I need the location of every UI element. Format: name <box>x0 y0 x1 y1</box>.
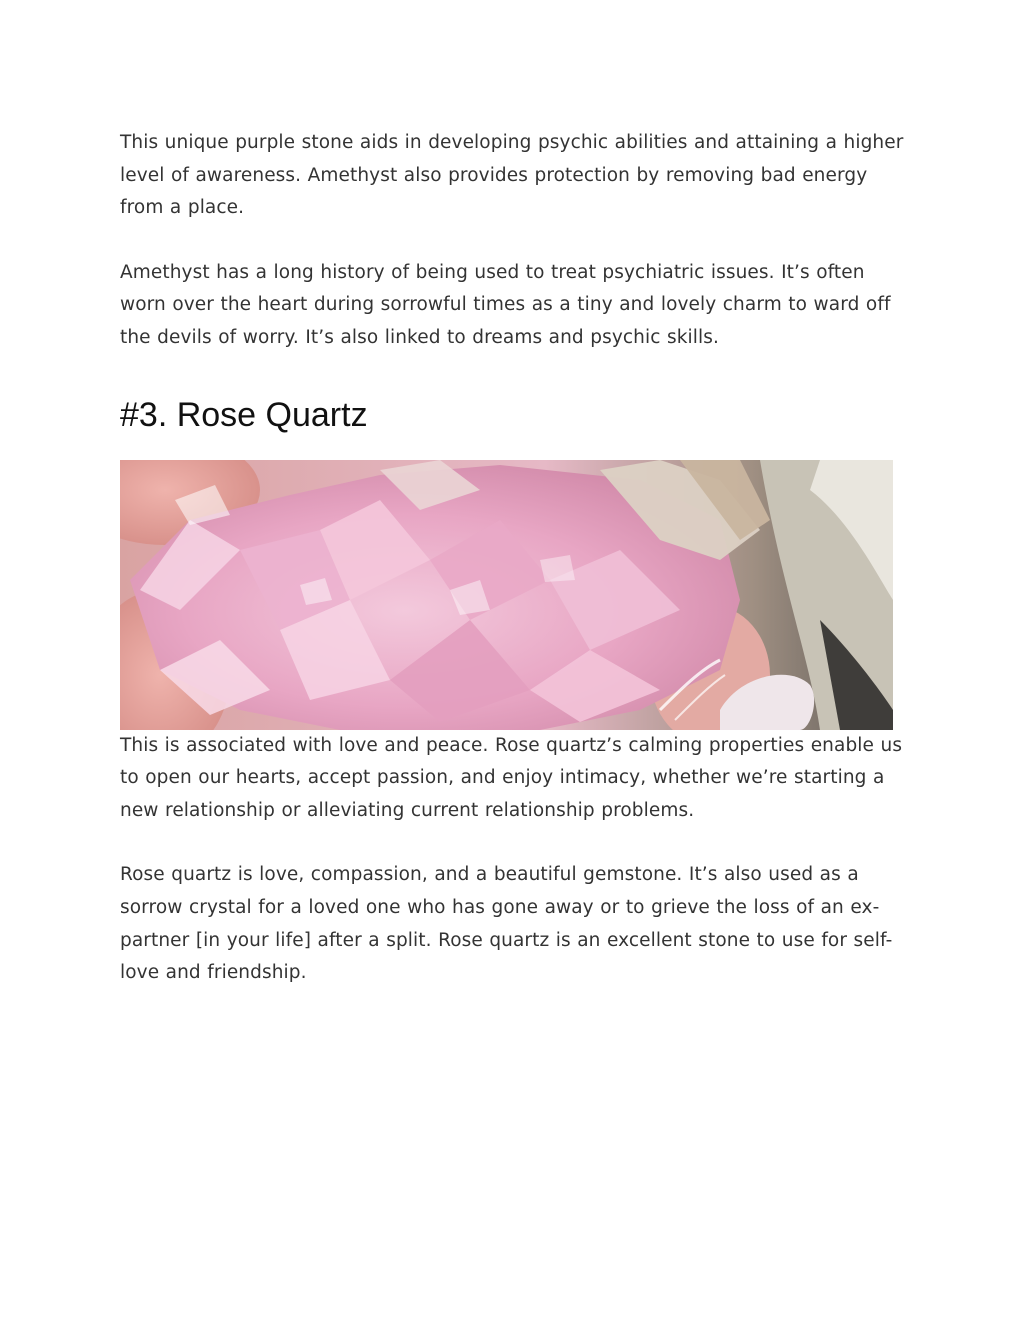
rose-quartz-paragraph-2: Rose quartz is love, compassion, and a beautiful gemstone. It’s also used as a sorrow crystal for a loved one who has gone away or to grieve the loss of an ex-partner [in your life] after a split. Rose quartz is an excellent stone to use for self-love and friendship. <box>120 864 893 984</box>
document-page <box>120 127 910 990</box>
rose-quartz-photo <box>120 460 893 730</box>
amethyst-paragraph-1: This unique purple stone aids in developing psychic abilities and attaining a higher level of awareness. Amethyst also provides protection by removing bad energy from a place. <box>120 132 904 219</box>
rose-quartz-crystal-image <box>120 460 893 730</box>
amethyst-paragraph-2: Amethyst has a long history of being used to treat psychiatric issues. It’s often worn over the heart during sorrowful times as a tiny and lovely charm to ward off the devils of worry. It’s also linked to dreams and psychic skills. <box>120 261 891 348</box>
rose-quartz-heading: #3. Rose Quartz <box>120 395 368 434</box>
rose-quartz-paragraph-1: This is associated with love and peace. Rose quartz’s calming properties enable us to open our hearts, accept passion, and enjoy intimacy, whether we’re starting a new relationship or alleviating current relationship problems. <box>120 734 903 821</box>
